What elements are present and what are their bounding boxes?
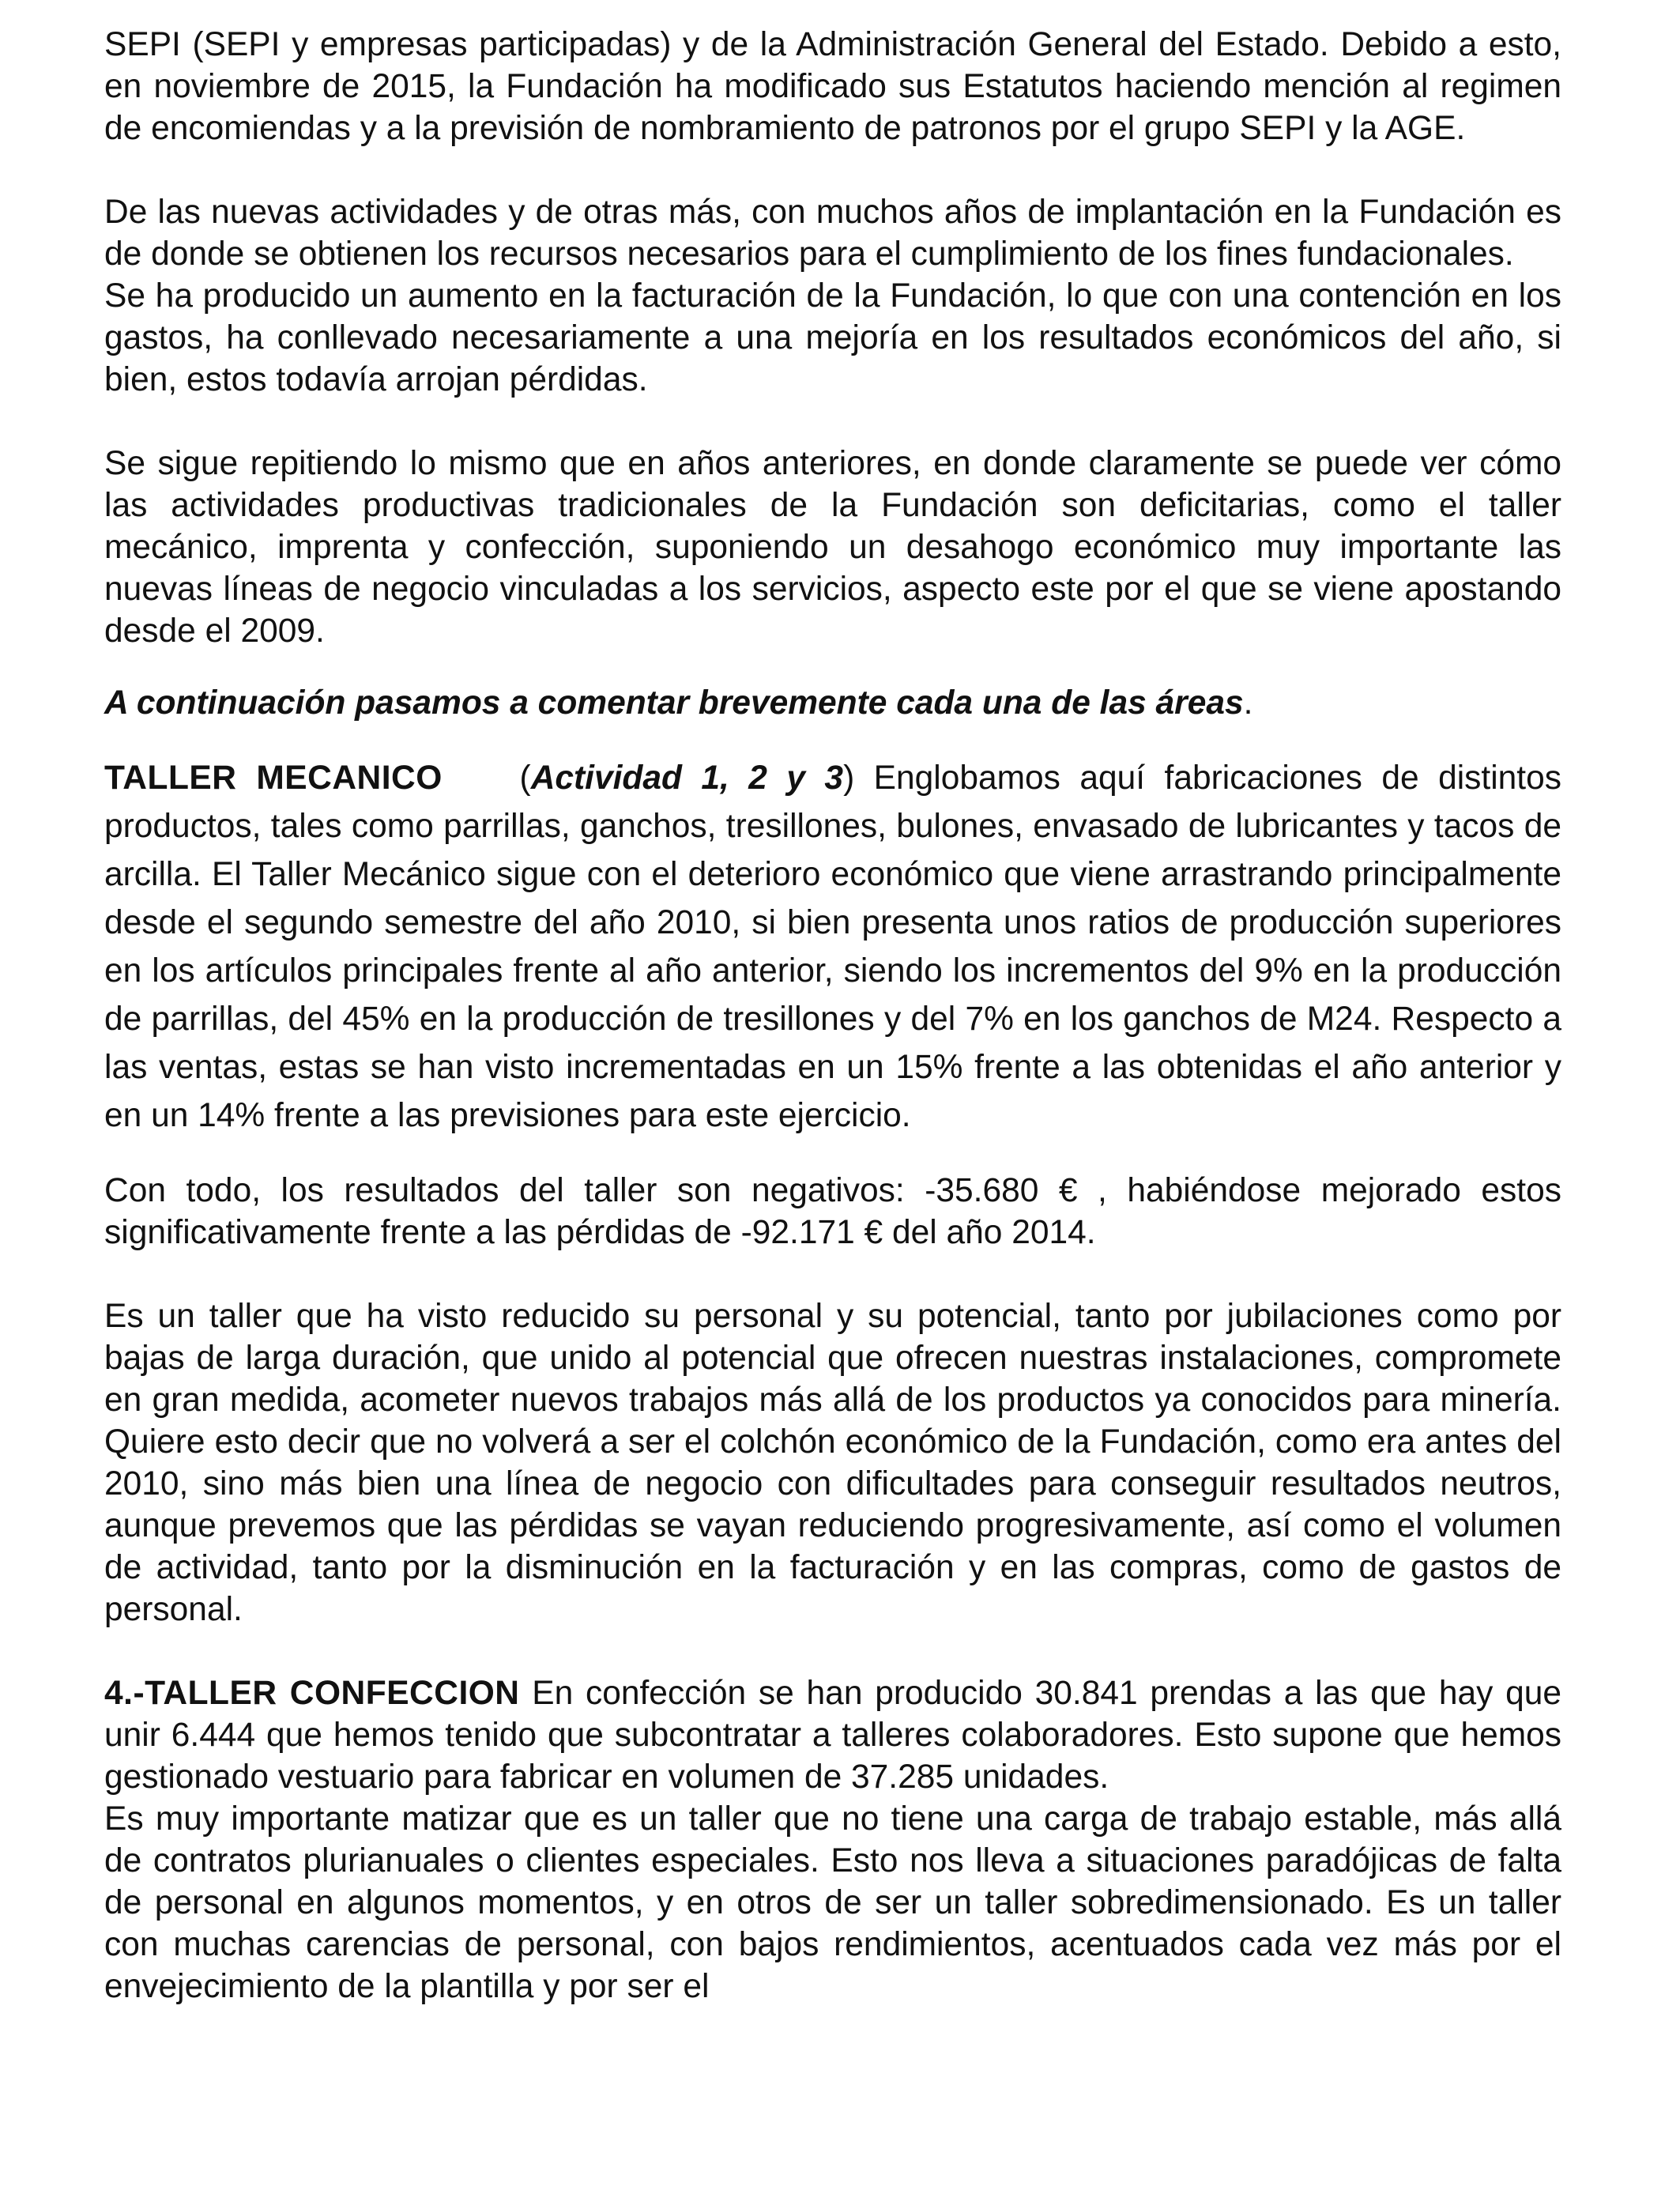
paragraph-areas-intro	[104, 682, 1561, 724]
paragraph-resources: De las nuevas actividades y de otras más, con muchos años de implantación en la Fundación es de donde se obtienen los recursos necesarios para el cumplimiento de los fines fundacionales.	[104, 194, 1561, 273]
paragraph-taller-results: Con todo, los resultados del taller son negativos: -35.680 € , habiéndose mejorado estos significativamente frente a las pérdidas de -92.171 € del año 2014.	[104, 1172, 1561, 1251]
paragraph-taller-mecanico	[104, 754, 1561, 1140]
paragraph-taller-confeccion	[104, 1672, 1561, 1798]
paragraph-workload: Es muy importante matizar que es un taller que no tiene una carga de trabajo estable, más allá de contratos plurianuales o clientes especiales. Esto nos lleva a situaciones paradójicas de falta de personal en algunos momentos, y en otros de ser un taller sobredimensionado. Es un taller con muchas carencias de personal, con bajos rendimientos, acentuados cada vez más por el envejecimiento de la plantilla y por ser el	[104, 1800, 1561, 2005]
activity-open-paren: (	[519, 760, 531, 797]
section-title-taller-confeccion: 4.-TALLER CONFECCION	[104, 1675, 520, 1712]
paragraph-traditional-activities: Se sigue repitiendo lo mismo que en años anteriores, en donde claramente se puede ver cómo las actividades productivas tradicionales de la Fundación son deficitarias, como el taller mecánico, imprenta y confección, suponiendo un desahogo económico muy importante las nuevas líneas de negocio vinculadas a los servicios, aspecto este por el que se viene apostando desde el 2009.	[104, 445, 1561, 650]
activity-label: Actividad 1, 2 y 3	[530, 760, 844, 797]
section-title-taller-mecanico: TALLER MECANICO	[104, 760, 443, 797]
document-page	[104, 24, 1561, 2007]
paragraph-taller-personnel: Es un taller que ha visto reducido su personal y su potencial, tanto por jubilaciones como por bajas de larga duración, que unido al potencial que ofrecen nuestras instalaciones, compromete en gran medida, acometer nuevos trabajos más allá de los productos ya conocidos para minería. Quiere esto decir que no volverá a ser el colchón económico de la Fundación, como era antes del 2010, sino más bien una línea de negocio con dificultades para conseguir resultados neutros, aunque prevemos que las pérdidas se vayan reduciendo progresivamente, así como el volumen de actividad, tanto por la disminución en la facturación y en las compras, como de gastos de personal.	[104, 1298, 1561, 1628]
areas-intro-text: A continuación pasamos a comentar brevemente cada una de las áreas	[104, 684, 1244, 722]
taller-mecanico-body: Englobamos aquí fabricaciones de distintos productos, tales como parrillas, ganchos, tresillones, bulones, envasado de lubricantes y tacos de arcilla. El Taller Mecánico sigue con el deterioro económico que viene arrastrando principalmente desde el segundo semestre del año 2010, si bien presenta unos ratios de producción superiores en los artículos principales frente al año anterior, siendo los incrementos del 9% en la producción de parrillas, del 45% en la producción de tresillones y del 7% en los ganchos de M24. Respecto a las ventas, estas se han visto incrementadas en un 15% frente a las obtenidas el año anterior y en un 14% frente a las previsiones para este ejercicio.	[104, 760, 1561, 1134]
paragraph-statutes: SEPI (SEPI y empresas participadas) y de la Administración General del Estado. Debido a esto, en noviembre de 2015, la Fundación ha modificado sus Estatutos haciendo mención al regimen de encomiendas y a la previsión de nombramiento de patronos por el grupo SEPI y la AGE.	[104, 26, 1561, 147]
taller-confeccion-body: En confección se han producido 30.841 prendas a las que hay que unir 6.444 que hemos tenido que subcontratar a talleres colaboradores. Esto supone que hemos gestionado vestuario para fabricar en volumen de 37.285 unidades.	[104, 1675, 1561, 1796]
activity-close-paren: )	[843, 760, 855, 797]
areas-intro-period: .	[1243, 684, 1253, 722]
paragraph-billing: Se ha producido un aumento en la facturación de la Fundación, lo que con una contención en los gastos, ha conllevado necesariamente a una mejoría en los resultados económicos del año, si bien, estos todavía arrojan pérdidas.	[104, 277, 1561, 398]
